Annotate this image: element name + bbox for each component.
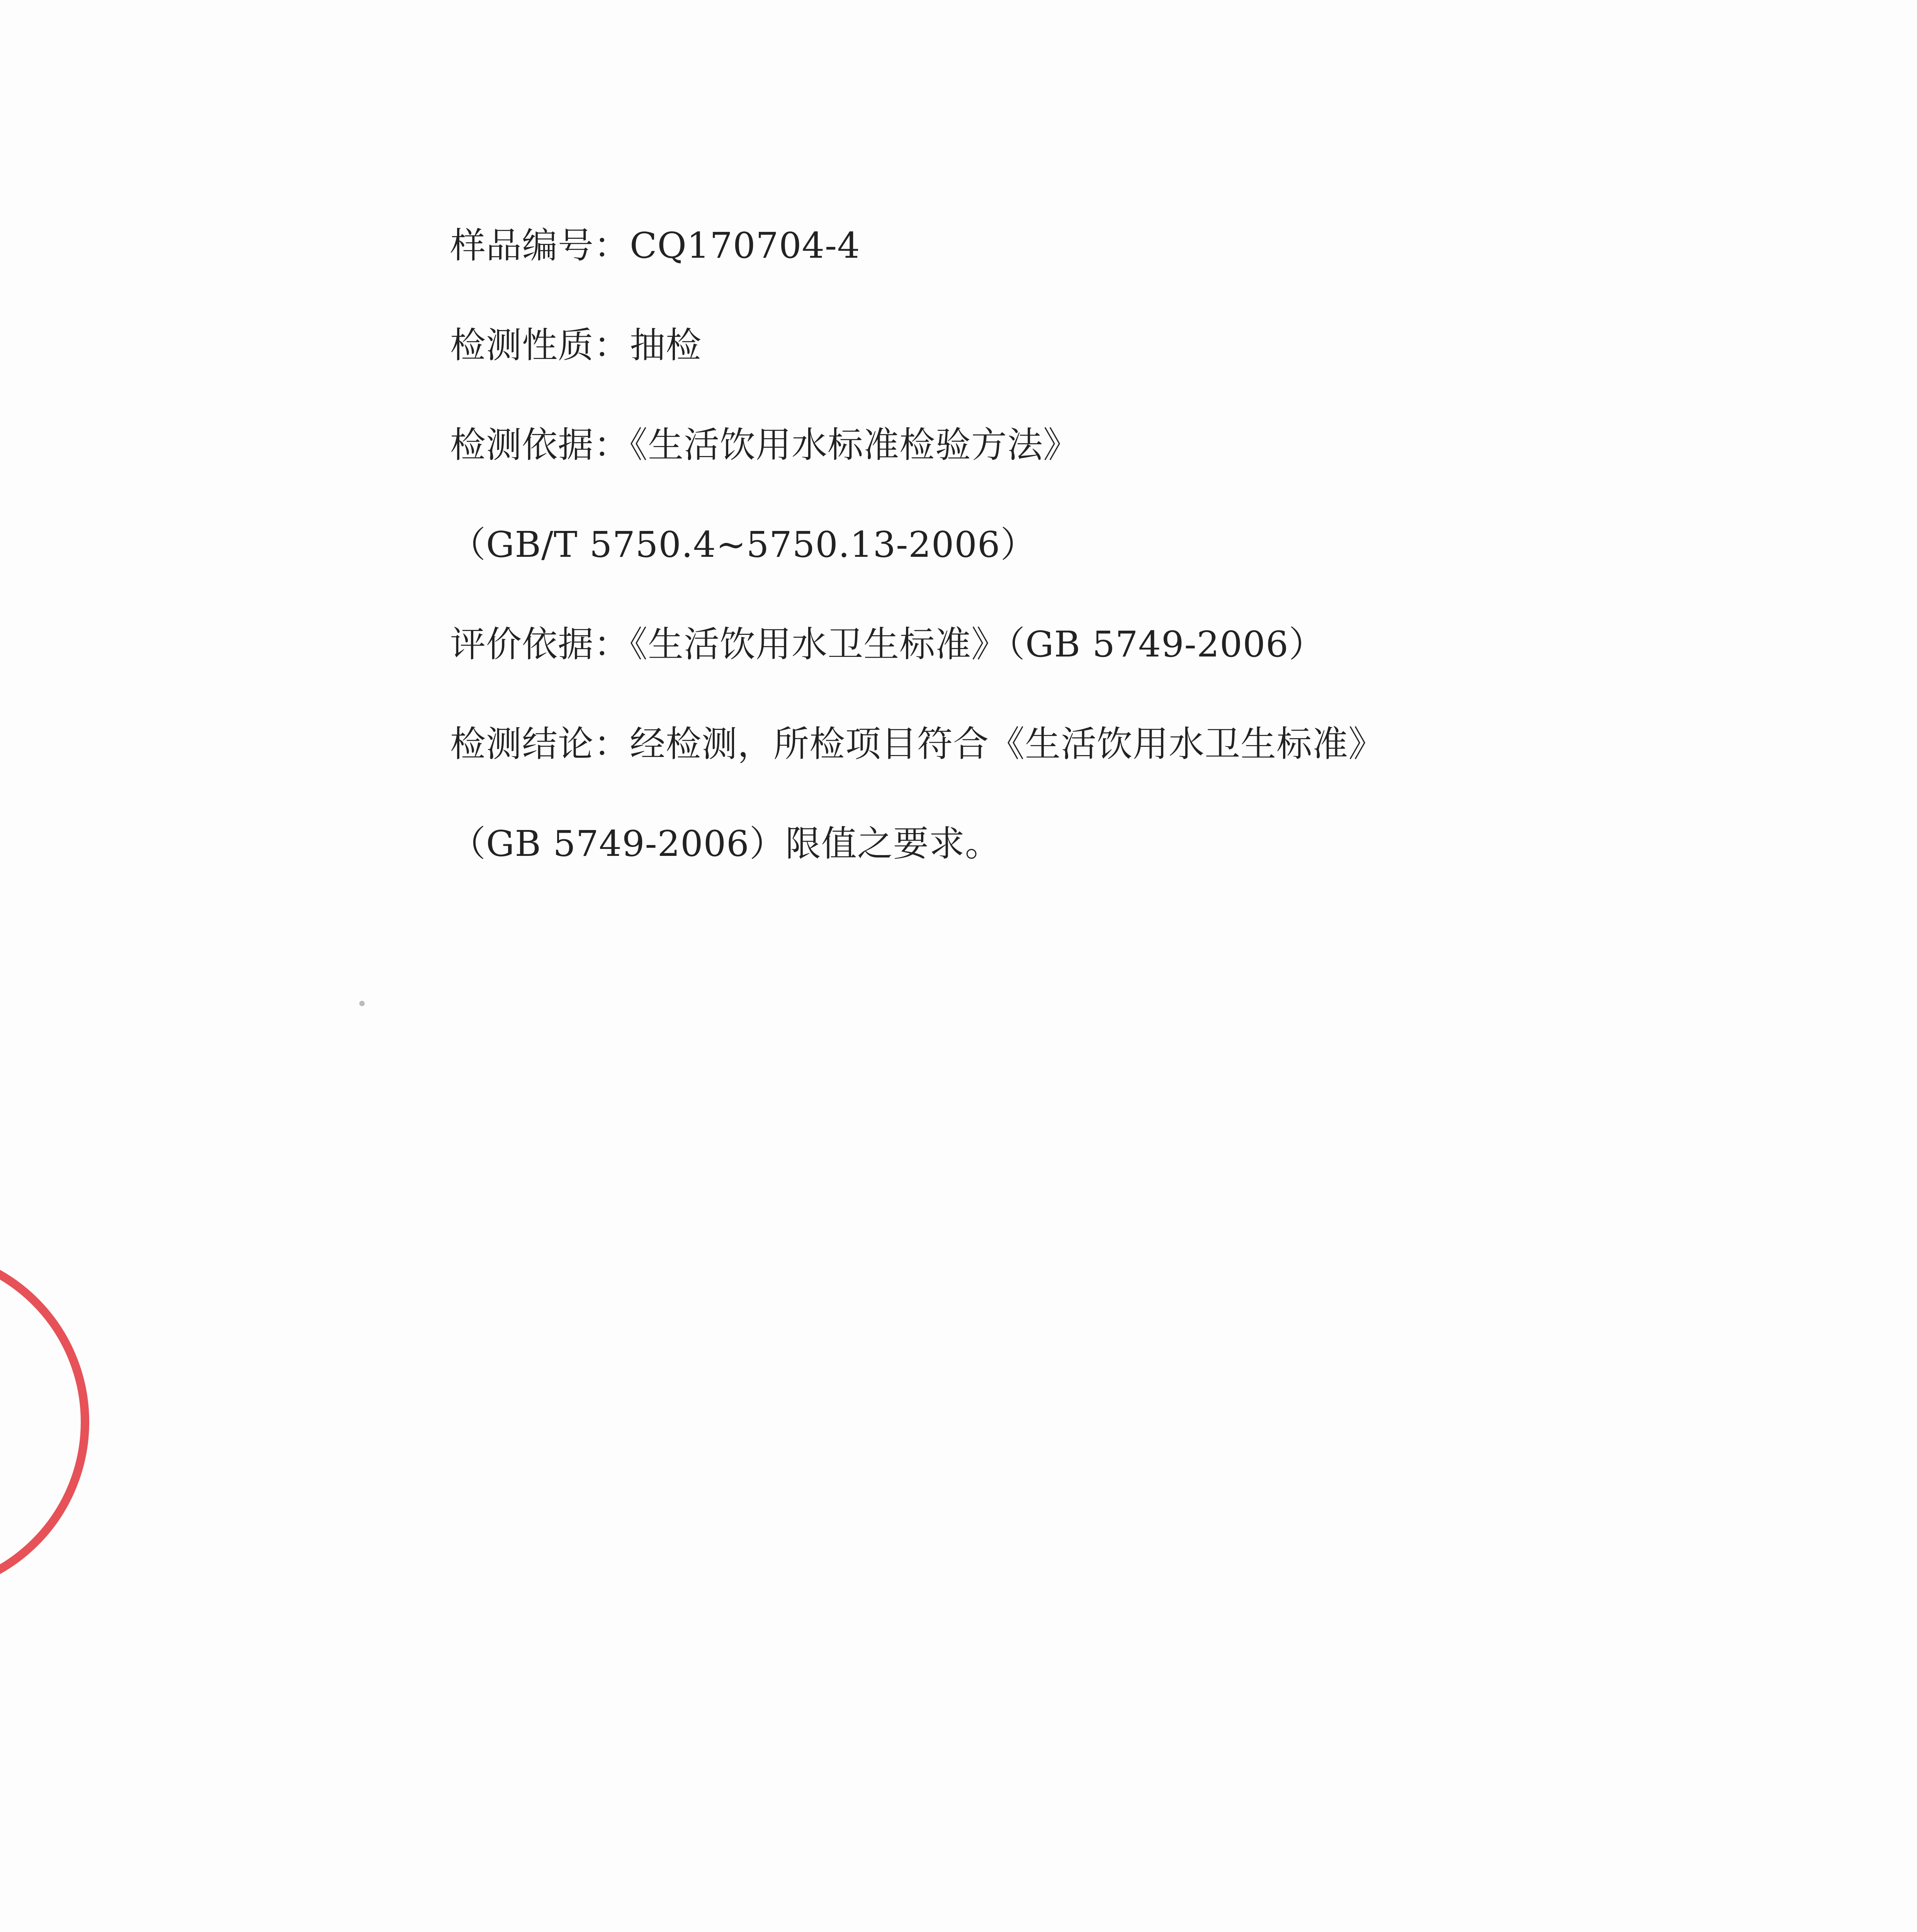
test-basis: 检测依据：《生活饮用水标准检验方法》	[450, 424, 1079, 466]
sample-number: 样品编号：CQ170704-4	[450, 225, 860, 266]
test-basis-standard: （GB/T 5750.4~5750.13-2006）	[450, 524, 1037, 565]
test-conclusion-continued: （GB 5749-2006）限值之要求。	[450, 823, 1001, 864]
evaluation-basis: 评价依据：《生活饮用水卫生标准》（GB 5749-2006）	[450, 624, 1325, 665]
left-partial-stamp	[0, 1236, 100, 1607]
scan-speck	[359, 1001, 365, 1006]
test-nature: 检测性质：抽检	[450, 325, 702, 366]
test-conclusion: 检测结论：经检测，所检项目符合《生活饮用水卫生标准》	[450, 723, 1385, 765]
